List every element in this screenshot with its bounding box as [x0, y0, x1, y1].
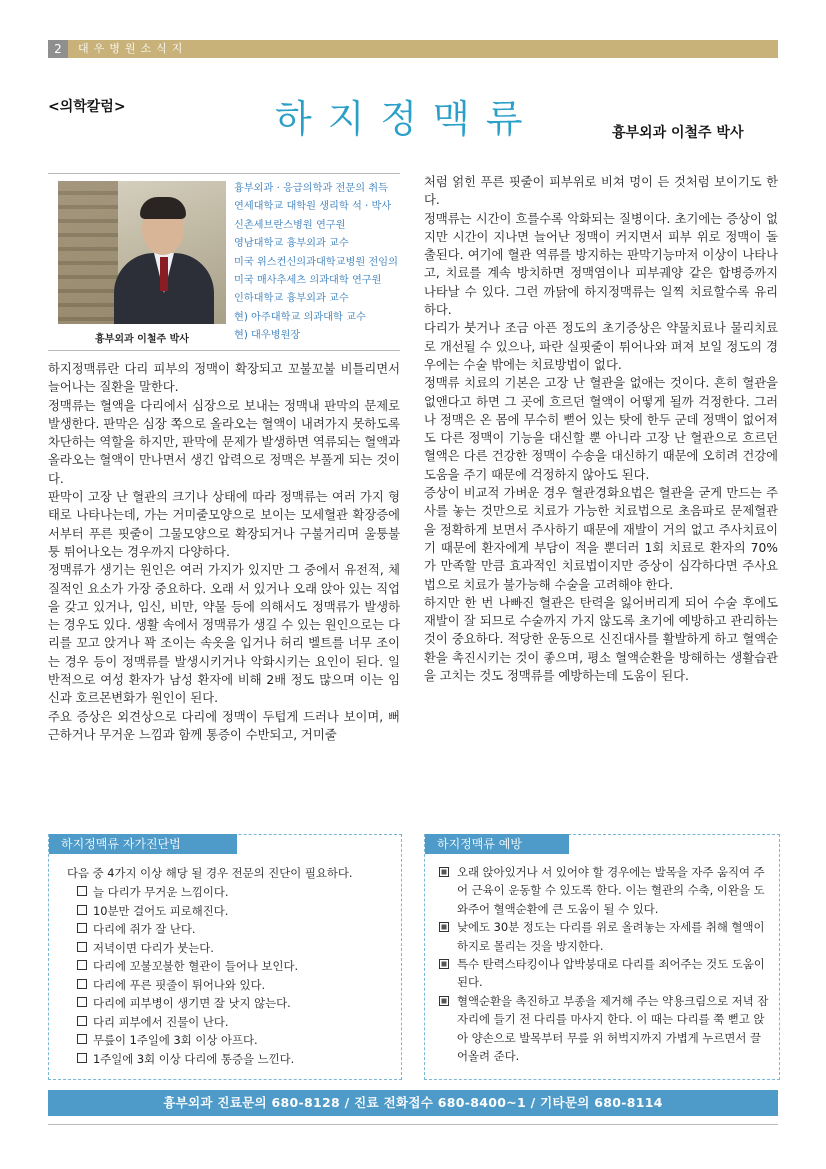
- checklist-item: 다리에 푸른 핏줄이 튀어나와 있다.: [77, 976, 298, 995]
- paragraph: 정맥류가 생기는 원인은 여러 가지가 있지만 그 중에서 유전적, 체질적인 요소가 가장 중요하다. 오래 서 있거나 오래 앉아 있는 직업을 갖고 있거나, 임신, 비만, 약물 등에 의해서도 정맥류가 발생하는 경우도 있다. 생활 속에서 정맥류가 생길 수 있는 원인으로는 다리를 꼬고 앉거나 꽉 조이는 속옷을 입거나 허리 벨트를 너무 조이는 경우 등이 정맥류를 발생시키거나 악화시키는 요인이 된다. 일반적으로 여성 환자가 남성 환자에 비해 2배 정도 많으며 이는 임신과 호르몬변화가 원인이 된다.: [48, 563, 400, 706]
- square-bullet-icon: [439, 922, 449, 932]
- column-tag: <의학칼럼>: [48, 99, 126, 115]
- bio-item: 흉부외과 · 응급의학과 전문의 취득: [234, 183, 388, 194]
- paragraph: 정맥류는 혈액을 다리에서 심장으로 보내는 정맥내 판막의 문제로 발생한다. 판막은 심장 쪽으로 올라오는 혈액이 내려가지 못하도록 차단하는 역할을 하지만, 판막에 문제가 발생하면 역류되는 혈액과 올라오는 혈액이 만나면서 생긴 압력으로 정맥은 부풀게 되는 것이다.: [48, 398, 400, 486]
- checklist-item: 다리에 꼬불꼬불한 혈관이 들어나 보인다.: [77, 957, 298, 976]
- prevention-item: 낮에도 30분 정도는 다리를 위로 올려놓는 자세를 취해 혈액이 하지로 몰리는 것을 방지한다.: [439, 918, 769, 955]
- self-check-lead: 다음 중 4가지 이상 해당 될 경우 전문의 진단이 필요하다.: [67, 866, 353, 880]
- contact-footer: 흉부외과 진료문의 680-8128 / 진료 전화접수 680-8400~1 / 기타문의 680-8114: [48, 1090, 778, 1116]
- bio-item: 인하대학교 흉부외과 교수: [234, 293, 349, 305]
- prevention-title: 하지정맥류 예방: [425, 834, 569, 854]
- article-body-right: [424, 173, 778, 685]
- paragraph: 하지만 한 번 나빠진 혈관은 탄력을 잃어버리게 되어 수술 후에도 재발이 잘 되므로 수술까지 가지 않도록 초기에 예방하고 관리하는 것이 중요하다. 적당한 운동으로 신진대사를 활발하게 하고 혈액순환을 촉진시키는 것이 좋으며, 평소 혈액순환을 방해하는 생활습관을 고치는 것도 정맥류를 예방하는데 도움이 된다.: [424, 595, 778, 684]
- checklist-item: 1주일에 3회 이상 다리에 통증을 느낀다.: [77, 1050, 298, 1069]
- bio-item: 현) 대우병원장: [234, 330, 301, 342]
- paragraph: 다리가 붓거나 조금 아픈 정도의 초기증상은 약물치료나 물리치료로 개선될 수 있으나, 파란 실핏줄이 튀어나와 펴져 보일 정도의 경우에는 수술 밖에는 치료방법이 없다.: [424, 321, 778, 372]
- paragraph: 정맥류 치료의 기본은 고장 난 혈관을 없애는 것이다. 흔히 혈관을 없앤다고 하면 그 곳에 흐르던 혈액이 어떻게 될까 걱정한다. 그러나 정맥은 온 몸에 무수히 뻗어 있는 탓에 한두 군데 정맥이 없어져도 다른 정맥이 기능을 대신할 뿐 아니라 고장 난 혈관으로 흐르던 혈액은 다른 건강한 정맥이 수송을 대신하기 때문에 오히려 건강에 도움을 주기 때문에 걱정하지 않아도 된다.: [424, 376, 778, 482]
- checklist-item: 저녁이면 다리가 붓는다.: [77, 939, 298, 958]
- article-body-left: [48, 360, 400, 744]
- checkbox-icon: [77, 1016, 87, 1026]
- prevention-item: 특수 탄력스타킹이나 압박붕대로 다리를 죄어주는 것도 도움이 된다.: [439, 955, 769, 992]
- photo-caption: 흉부외과 이철주 박사: [95, 334, 189, 345]
- footer-divider: [48, 1124, 778, 1125]
- checklist-item: 다리 피부에서 진물이 난다.: [77, 1013, 298, 1032]
- checklist-item: 다리에 피부병이 생기면 잘 낫지 않는다.: [77, 994, 298, 1013]
- checkbox-icon: [77, 886, 87, 896]
- bio-item: 현) 아주대학교 의과대학 교수: [234, 311, 366, 323]
- self-check-list: [77, 883, 298, 1068]
- bio-list: [234, 180, 398, 346]
- checkbox-icon: [77, 923, 87, 933]
- bio-item: 미국 매사추세츠 의과대학 연구원: [234, 275, 382, 287]
- checkbox-icon: [77, 942, 87, 952]
- checklist-item: 무릎이 1주일에 3회 이상 아프다.: [77, 1031, 298, 1050]
- paragraph: 하지정맥류란 다리 피부의 정맥이 확장되고 꼬불꼬불 비틀리면서 늘어나는 질환을 말한다.: [48, 362, 400, 395]
- newsletter-name: 대우병원소식지: [78, 42, 188, 55]
- self-check-box: [48, 834, 402, 1080]
- square-bullet-icon: [439, 996, 449, 1006]
- prevention-item: 혈액순환을 촉진하고 부종을 제거해 주는 약용크림으로 저녁 잠자리에 들기 전 다리를 마사지 한다. 이 때는 다리를 쭉 뻗고 앉아 양손으로 발목부터 무릎 위 허벅지까지 가볍게 누르면서 끌어올려 준다.: [439, 992, 769, 1066]
- checkbox-icon: [77, 905, 87, 915]
- self-check-title: 하지정맥류 자가진단법: [49, 834, 237, 854]
- square-bullet-icon: [439, 959, 449, 969]
- paragraph: 주요 증상은 외견상으로 다리에 정맥이 두텁게 드러나 보이며, 뻐근하거나 무거운 느낌과 함께 통증이 수반되고, 거미줄: [48, 709, 400, 742]
- bio-item: 연세대학교 대학원 생리학 석 · 박사: [234, 201, 392, 213]
- page-number: 2: [48, 40, 68, 58]
- checklist-item: 다리에 쥐가 잘 난다.: [77, 920, 298, 939]
- checkbox-icon: [77, 1053, 87, 1063]
- prevention-list: [439, 863, 769, 1065]
- checkbox-icon: [77, 997, 87, 1007]
- checkbox-icon: [77, 979, 87, 989]
- article-title: 하지정맥류: [275, 97, 539, 141]
- checklist-item: 늘 다리가 무거운 느낌이다.: [77, 883, 298, 902]
- author-name: 흉부외과 이철주 박사: [612, 125, 744, 141]
- paragraph: 처럼 얽힌 푸른 핏줄이 피부위로 비쳐 멍이 든 것처럼 보이기도 한다.: [424, 175, 778, 208]
- checkbox-icon: [77, 1034, 87, 1044]
- paragraph: 정맥류는 시간이 흐를수록 악화되는 질병이다. 초기에는 증상이 없지만 시간이 지나면 늘어난 정맥이 커지면서 피부 위로 정맥이 돌출된다. 여기에 혈관 역류를 방지하는 판막기능마저 이상이 나타나고, 치료를 계속 방치하면 정맥염이나 피부궤양 같은 합병증까지 나타날 수 있다. 그런 까닭에 하지정맥류는 일찍 치료할수록 유리하다.: [424, 211, 778, 318]
- checkbox-icon: [77, 960, 87, 970]
- bio-item: 영남대학교 흉부외과 교수: [234, 238, 349, 250]
- bio-item: 미국 위스컨신의과대학교병원 전임의: [234, 256, 398, 268]
- prevention-item: 오래 앉아있거나 서 있어야 할 경우에는 발목을 자주 움직여 주어 근육이 운동할 수 있도록 한다. 이는 혈관의 수축, 이완을 도와주어 혈액순환에 큰 도움이 될 수 있다.: [439, 863, 769, 918]
- paragraph: 판막이 고장 난 혈관의 크기나 상태에 따라 정맥류는 여러 가지 형태로 나타나는데, 가는 거미줄모양으로 보이는 모세혈관 확장증에서부터 푸른 핏줄이 그물모양으로 확장되거나 구불거리며 울퉁불퉁 튀어나오는 경우까지 다양하다.: [48, 490, 400, 559]
- paragraph: 증상이 비교적 가벼운 경우 혈관경화요법은 혈관을 굳게 만드는 주사를 놓는 것만으로 치료가 가능한 치료법으로 초음파로 문제혈관을 정확하게 보면서 주사하기 때문에 재발이 거의 없고 주사치료이기 때문에 환자에게 부담이 적을 뿐더러 1회 치료로 환자의 70%가 만족할 만큼 효과적인 치료법이지만 증상이 심각하다면 주사요법으로 치료가 불가능해 수술을 고려해야 한다.: [424, 486, 778, 592]
- bio-item: 신촌세브란스병원 연구원: [234, 219, 346, 231]
- checklist-item: 10분만 걸어도 피로해진다.: [77, 902, 298, 921]
- author-photo: [58, 181, 226, 324]
- square-bullet-icon: [439, 867, 449, 877]
- prevention-box: [424, 834, 780, 1080]
